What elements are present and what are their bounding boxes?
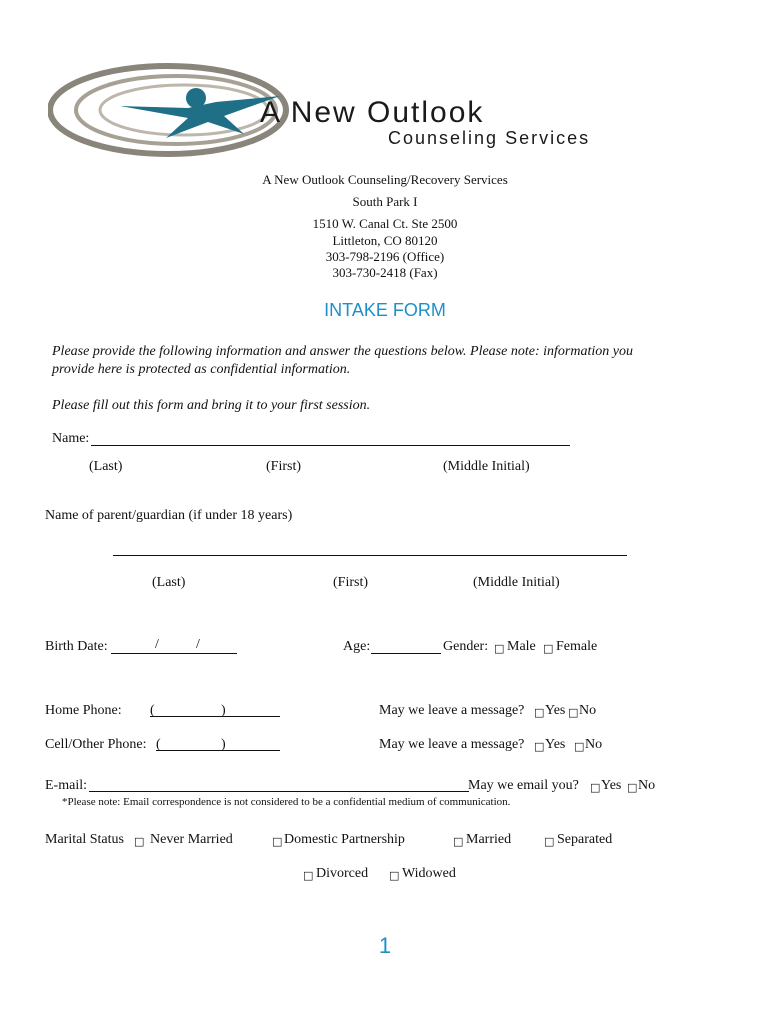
email-no-label: No	[638, 778, 656, 793]
cell-phone-label: Cell/Other Phone:	[45, 737, 147, 752]
email-yes-checkbox[interactable]: □	[590, 781, 601, 794]
birth-date-field[interactable]	[111, 653, 237, 654]
marital-domestic-partnership-checkbox[interactable]: □	[272, 835, 283, 848]
cell-message-yes-checkbox[interactable]: □	[534, 740, 545, 753]
marital-status-label: Marital Status	[45, 832, 124, 847]
home-phone-close-paren: )	[221, 703, 226, 718]
marital-domestic-partnership-label: Domestic Partnership	[284, 832, 405, 847]
gender-male-label: Male	[507, 639, 536, 654]
home-message-no-label: No	[579, 703, 597, 718]
marital-never-married-label: Never Married	[150, 832, 233, 847]
home-message-yes-checkbox[interactable]: □	[534, 706, 545, 719]
guardian-name-field[interactable]	[113, 555, 627, 556]
page-number: 1	[378, 933, 392, 958]
marital-divorced-label: Divorced	[316, 866, 369, 881]
marital-separated-label: Separated	[557, 832, 613, 847]
org-name: A New Outlook Counseling/Recovery Services	[262, 172, 508, 187]
marital-married-label: Married	[466, 832, 512, 847]
email-label: E-mail:	[45, 778, 87, 793]
name-middle-caption: (Middle Initial)	[443, 459, 530, 474]
email-question: May we email you?	[468, 778, 579, 793]
home-phone-field[interactable]	[150, 716, 280, 717]
cell-phone-field[interactable]	[156, 750, 280, 751]
gender-female-checkbox[interactable]: □	[543, 642, 554, 655]
home-message-yes-label: Yes	[545, 703, 566, 718]
org-fax: 303-730-2418 (Fax)	[332, 265, 438, 280]
org-office-phone: 303-798-2196 (Office)	[325, 249, 445, 264]
name-first-caption: (First)	[266, 459, 301, 474]
gender-male-checkbox[interactable]: □	[494, 642, 505, 655]
email-field[interactable]	[89, 791, 469, 792]
org-address: 1510 W. Canal Ct. Ste 2500	[312, 216, 458, 231]
logo-line2: Counseling Services	[388, 128, 591, 148]
birth-date-separator-1: /	[155, 637, 159, 652]
name-label: Name:	[52, 431, 90, 446]
age-label: Age:	[343, 639, 371, 654]
name-last-caption: (Last)	[89, 459, 123, 474]
email-yes-label: Yes	[601, 778, 622, 793]
gender-female-label: Female	[556, 639, 598, 654]
cell-message-question: May we leave a message?	[379, 737, 525, 752]
cell-phone-open-paren: (	[156, 737, 161, 752]
marital-divorced-checkbox[interactable]: □	[303, 869, 314, 882]
guardian-middle-caption: (Middle Initial)	[473, 575, 560, 590]
company-logo	[48, 62, 728, 158]
home-message-question: May we leave a message?	[379, 703, 525, 718]
org-location: South Park I	[352, 194, 418, 209]
guardian-first-caption: (First)	[333, 575, 368, 590]
cell-message-no-checkbox[interactable]: □	[574, 740, 585, 753]
marital-married-checkbox[interactable]: □	[453, 835, 464, 848]
marital-separated-checkbox[interactable]: □	[544, 835, 555, 848]
age-field[interactable]	[371, 653, 441, 654]
guardian-last-caption: (Last)	[152, 575, 186, 590]
cell-phone-close-paren: )	[221, 737, 226, 752]
marital-widowed-checkbox[interactable]: □	[389, 869, 400, 882]
intro-line1: Please provide the following information and answer the questions below. Please note: information you	[52, 344, 633, 359]
cell-message-yes-label: Yes	[545, 737, 566, 752]
gender-label: Gender:	[443, 639, 489, 654]
org-city: Littleton, CO 80120	[332, 233, 438, 248]
birth-date-label: Birth Date:	[45, 639, 108, 654]
form-title: INTAKE FORM	[324, 300, 446, 320]
cell-message-no-label: No	[585, 737, 603, 752]
email-no-checkbox[interactable]: □	[627, 781, 638, 794]
birth-date-separator-2: /	[196, 637, 200, 652]
email-confidentiality-note: *Please note: Email correspondence is not considered to be a confidential medium of communication.	[62, 796, 511, 808]
name-field[interactable]	[91, 445, 570, 446]
home-phone-open-paren: (	[150, 703, 155, 718]
marital-never-married-checkbox[interactable]: □	[134, 835, 145, 848]
intro-line2: provide here is protected as confidential information.	[52, 362, 351, 377]
guardian-label: Name of parent/guardian (if under 18 years)	[45, 508, 293, 523]
intro-instructions: Please fill out this form and bring it to your first session.	[52, 398, 371, 413]
home-phone-label: Home Phone:	[45, 703, 122, 718]
marital-widowed-label: Widowed	[402, 866, 456, 881]
logo-line1: A New Outlook	[260, 96, 485, 129]
home-message-no-checkbox[interactable]: □	[568, 706, 579, 719]
